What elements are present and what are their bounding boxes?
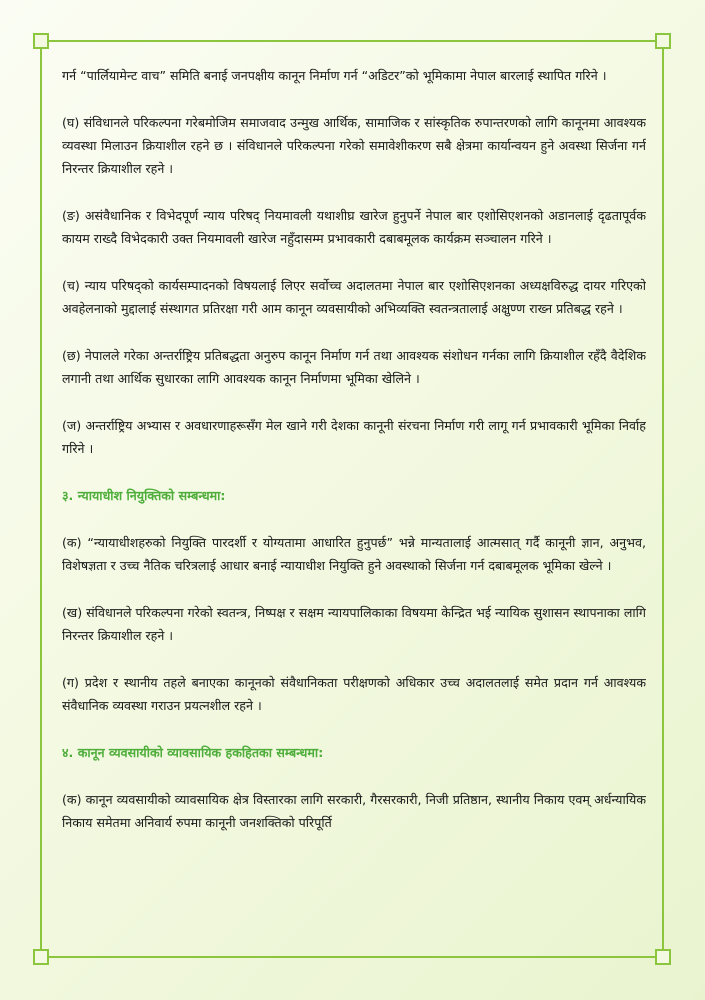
section-heading-lawyer-interests: ४. कानून व्यवसायीको व्यावसायिक हकहितका सम्बन्धमा: [62,745,324,760]
paragraph-kha: (ख) संविधानले परिकल्पना गरेको स्वतन्त्र, निष्पक्ष र सक्षम न्यायपालिकाका विषयमा केन्द्रित भई न्यायिक सुशासन स्थापनाका लागि निरन्तर क्रियाशील रहने । [62,605,646,643]
paragraph-ka: (क) “न्यायाधीशहरुको नियुक्ति पारदर्शी र योग्यतामा आधारित हुनुपर्छ” भन्ने मान्यतालाई आत्मसात् गर्दै कानूनी ज्ञान, अनुभव, विशेषज्ञता र उच्च नैतिक चरित्रलाई आधार बनाई न्यायाधीश नियुक्ति हुने अवस्थाको सिर्जना गर्न दबाबमूलक भूमिका खेल्ने । [62,535,646,573]
frame-corner-notch [655,949,671,965]
paragraph-ja: (ज) अन्तर्राष्ट्रिय अभ्यास र अवधारणाहरूसँग मेल खाने गरी देशका कानूनी संरचना निर्माण गरी लागू गर्न प्रभावकारी भूमिका निर्वाह गरिने । [62,418,646,456]
paragraph-nga: (ङ) असंवैधानिक र विभेदपूर्ण न्याय परिषद् नियमावली यथाशीघ्र खारेज हुनुपर्ने नेपाल बार एशोसिएशनको अडानलाई दृढतापूर्वक कायम राख्दै विभेदकारी उक्त नियमावली खारेज नहुँदासम्म प्रभावकारी दबाबमूलक कार्यक्रम सञ्चालन गरिने । [62,208,646,246]
section-heading-judge-appointment: ३. न्यायाधीश नियुक्तिको सम्बन्धमा: [62,488,226,503]
frame-corner-notch [655,33,671,49]
paragraph-ka-section4: (क) कानून व्यवसायीको व्यावसायिक क्षेत्र विस्तारका लागि सरकारी, गैरसरकारी, निजी प्रतिष्ठान, स्थानीय निकाय एवम् अर्धन्यायिक निकाय समेतमा अनिवार्य रुपमा कानूनी जनशक्तिको परिपूर्ति [62,792,646,830]
paragraph-cha: (च) न्याय परिषद्को कार्यसम्पादनको विषयलाई लिएर सर्वोच्च अदालतमा नेपाल बार एशोसिएशनका अध्यक्षविरुद्ध दायर गरिएको अवहेलनाको मुद्दालाई संस्थागत प्रतिरक्षा गरी आम कानून व्यवसायीको अभिव्यक्ति स्वतन्त्रतालाई अक्षुण्ण राख्न प्रतिबद्ध रहने । [62,278,646,316]
document-body [62,64,646,944]
paragraph-ga: (ग) प्रदेश र स्थानीय तहले बनाएका कानूनको संवैधानिकता परीक्षणको अधिकार उच्च अदालतलाई समेत प्रदान गर्न आवश्यक संवैधानिक व्यवस्था गराउन प्रयत्नशील रहने । [62,675,646,713]
frame-corner-notch [33,33,49,49]
paragraph-gha: (घ) संविधानले परिकल्पना गरेबमोजिम समाजवाद उन्मुख आर्थिक, सामाजिक र सांस्कृतिक रुपान्तरणको लागि कानूनमा आवश्यक व्यवस्था मिलाउन क्रियाशील रहने छ । संविधानले परिकल्पना गरेको समावेशीकरण सबै क्षेत्रमा कार्यान्वयन हुने अवस्था सिर्जना गर्न निरन्तर क्रियाशील रहने । [62,115,646,176]
paragraph-chha: (छ) नेपालले गरेका अन्तर्राष्ट्रिय प्रतिबद्धता अनुरुप कानून निर्माण गर्न तथा आवश्यक संशोधन गर्नका लागि क्रियाशील रहँदै वैदेशिक लगानी तथा आर्थिक सुधारका लागि आवश्यक कानून निर्माणमा भूमिका खेलिने । [62,348,646,386]
frame-corner-notch [33,949,49,965]
paragraph-continuation: गर्न “पार्लियामेन्ट वाच” समिति बनाई जनपक्षीय कानून निर्माण गर्न “अडिटर”को भूमिकामा नेपाल बारलाई स्थापित गरिने । [62,68,607,83]
